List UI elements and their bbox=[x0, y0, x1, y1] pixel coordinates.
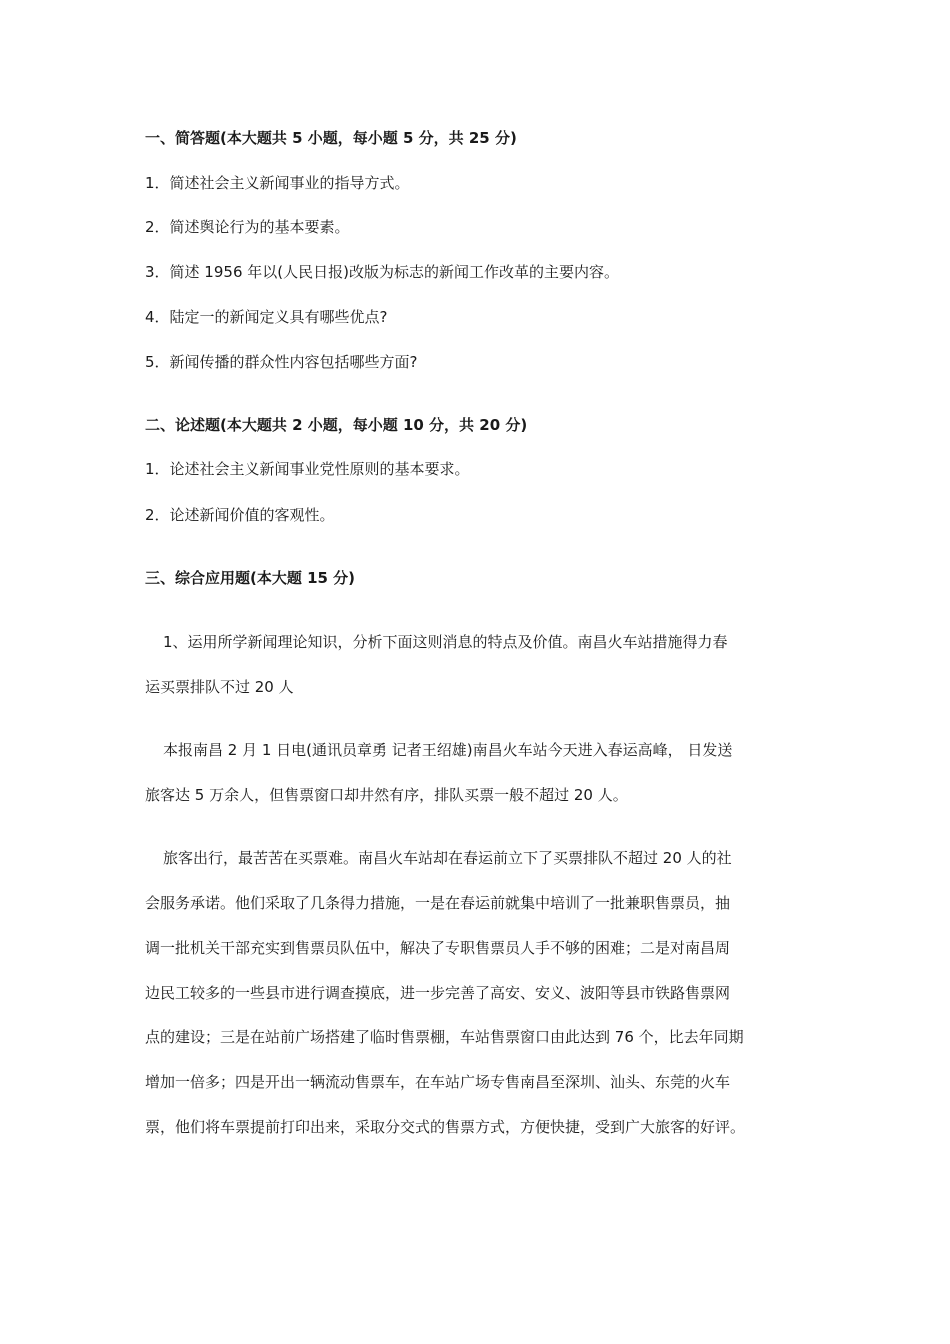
paragraph2-line-3: 调一批机关干部充实到售票员队伍中，解决了专职售票员人手不够的困难；二是对南昌周 bbox=[145, 939, 731, 957]
section1-item-3: 3．简述 1956 年以(人民日报)改版为标志的新闻工作改革的主要内容。 bbox=[145, 263, 619, 281]
section3-heading: 三、综合应用题(本大题 15 分) bbox=[145, 569, 356, 587]
paragraph2-line-7: 票，他们将车票提前打印出来，采取分交式的售票方式，方便快捷，受到广大旅客的好评。 bbox=[145, 1118, 746, 1136]
section2-heading: 二、论述题(本大题共 2 小题，每小题 10 分，共 20 分) bbox=[145, 416, 528, 434]
paragraph2-line-2: 会服务承诺。他们采取了几条得力措施，一是在春运前就集中培训了一批兼职售票员，抽 bbox=[145, 894, 731, 912]
paragraph1-line-2: 旅客达 5 万余人，但售票窗口却井然有序，排队买票一般不超过 20 人。 bbox=[145, 786, 628, 804]
paragraph2-line-5: 点的建设；三是在站前广场搭建了临时售票棚，车站售票窗口由此达到 76 个，比去年同期 bbox=[145, 1028, 744, 1046]
paragraph1-line-1: 本报南昌 2 月 1 日电(通讯员章勇 记者王绍雄)南昌火车站今天进入春运高峰， 日发送 bbox=[163, 741, 733, 759]
section2-item-2: 2．论述新闻价值的客观性。 bbox=[145, 506, 335, 524]
section1-item-5: 5．新闻传播的群众性内容包括哪些方面? bbox=[145, 353, 418, 371]
paragraph2-line-6: 增加一倍多；四是开出一辆流动售票车，在车站广场专售南昌至深圳、汕头、东莞的火车 bbox=[145, 1073, 731, 1091]
section1-item-4: 4．陆定一的新闻定义具有哪些优点? bbox=[145, 308, 388, 326]
paragraph2-line-1: 旅客出行，最苦苦在买票难。南昌火车站却在春运前立下了买票排队不超过 20 人的社 bbox=[163, 849, 732, 867]
section2-item-1: 1．论述社会主义新闻事业党性原则的基本要求。 bbox=[145, 460, 470, 478]
question-line-1: 1、运用所学新闻理论知识，分析下面这则消息的特点及价值。南昌火车站措施得力春 bbox=[163, 633, 728, 651]
section1-item-2: 2．简述舆论行为的基本要素。 bbox=[145, 218, 350, 236]
paragraph2-line-4: 边民工较多的一些县市进行调查摸底，进一步完善了高安、安义、波阳等县市铁路售票网 bbox=[145, 984, 731, 1002]
question-line-2: 运买票排队不过 20 人 bbox=[145, 678, 294, 696]
section1-item-1: 1．简述社会主义新闻事业的指导方式。 bbox=[145, 174, 410, 192]
section1-heading: 一、简答题(本大题共 5 小题，每小题 5 分，共 25 分) bbox=[145, 129, 517, 147]
